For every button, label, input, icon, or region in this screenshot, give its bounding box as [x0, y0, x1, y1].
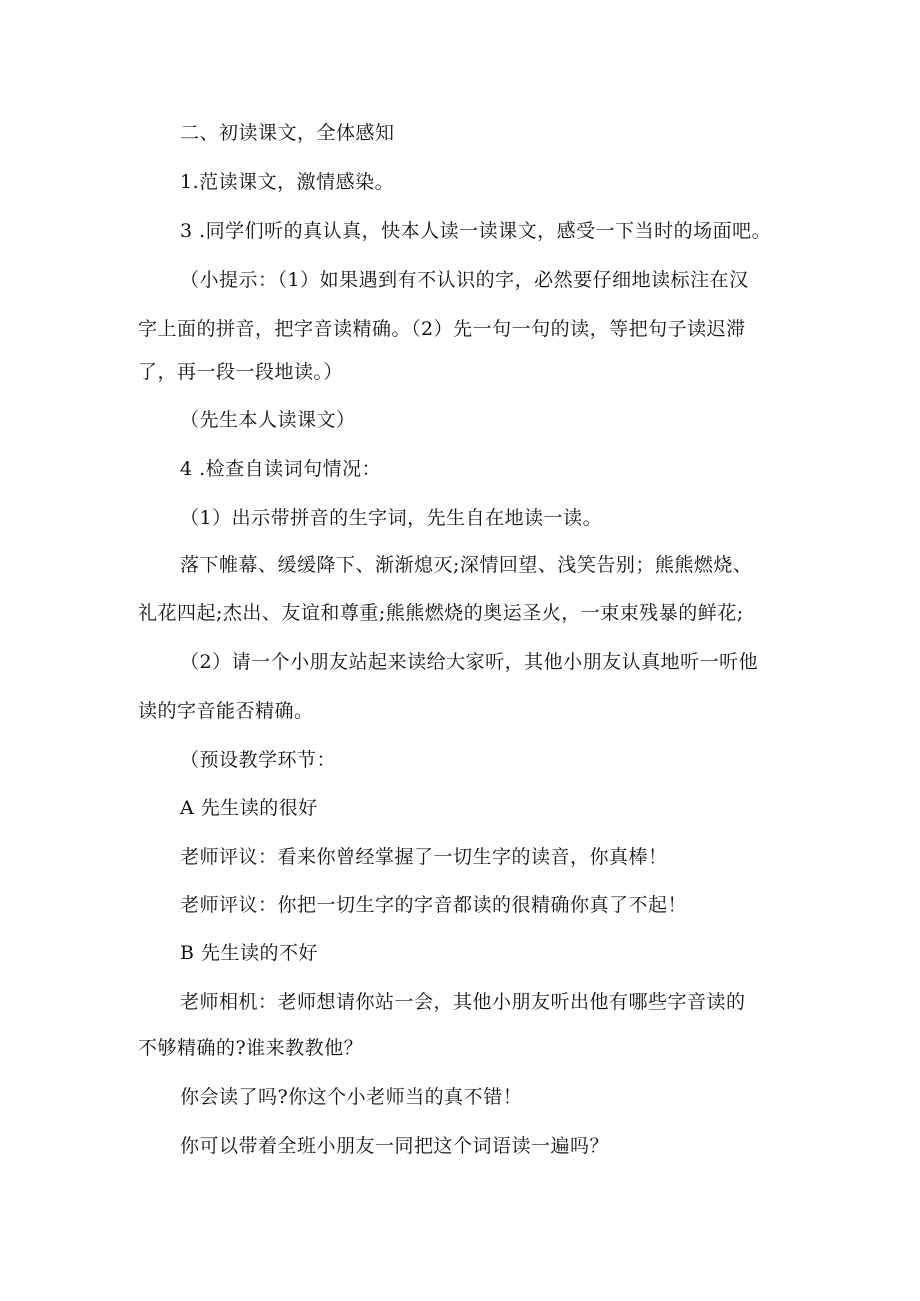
case-b-line-4: 你可以带着全班小朋友一同把这个词语读一遍吗？: [180, 1135, 610, 1157]
step-4: 4 .检查自读词句情况：: [180, 458, 382, 480]
section-heading: 二、初读课文，全体感知: [180, 122, 395, 144]
step-3: 3 .同学们听的真认真，快本人读一读课文，感受一下当时的场面吧。: [180, 220, 772, 242]
case-b-line-3: 你会读了吗?你这个小老师当的真不错！: [180, 1086, 523, 1108]
tip-line-1: （小提示：（1）如果遇到有不认识的字，必然要仔细地读标注在汉: [180, 269, 749, 291]
tip-line-2: 字上面的拼音，把字音读精确。（2）先一句一句的读，等把句子读迟滞: [138, 318, 746, 340]
case-a-heading: A 先生读的很好: [180, 797, 318, 819]
step-4-item-2-line-1: （2）请一个小朋友站起来读给大家听，其他小朋友认真地听一听他: [180, 651, 759, 673]
case-a-comment-1: 老师评议：看来你曾经掌握了一切生字的读音，你真棒！: [180, 846, 668, 868]
case-b-line-2: 不够精确的?谁来教教他？: [138, 1037, 364, 1059]
teacher-reads: （先生本人读课文）: [180, 409, 356, 431]
step-1: 1.范读课文，激情感染。: [180, 171, 395, 193]
case-b-line-1: 老师相机：老师想请你站一会，其他小朋友听出他有哪些字音读的: [180, 991, 746, 1013]
case-a-comment-2: 老师评议：你把一切生字的字音都读的很精确你真了不起！: [180, 894, 688, 916]
word-list-line-1: 落下帷幕、缓缓降下、渐渐熄灭;深情回望、浅笑告别；熊熊燃烧、: [180, 554, 753, 576]
preset-section: （预设教学环节：: [180, 749, 337, 771]
word-list-line-2: 礼花四起;杰出、友谊和尊重;熊熊燃烧的奥运圣火，一束束残暴的鲜花;: [138, 602, 744, 624]
step-4-item-1: （1）出示带拼音的生字词，先生自在地读一读。: [180, 507, 603, 529]
case-b-heading: B 先生读的不好: [180, 942, 319, 964]
tip-line-3: 了，再一段一段地读。）: [138, 361, 344, 383]
step-4-item-2-line-2: 读的字音能否精确。: [138, 700, 314, 722]
